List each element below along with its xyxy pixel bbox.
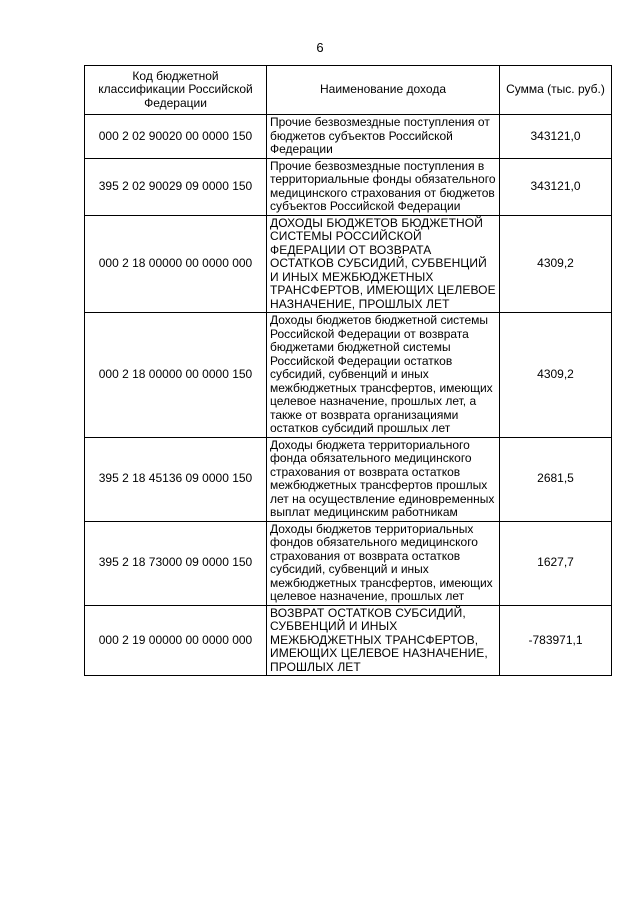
row-name: Прочие безвозмездные поступления в территориальные фонды обязательного медицинского страхования от бюджетов субъектов Российской Федерации (267, 158, 500, 215)
row-code: 000 2 18 00000 00 0000 000 (85, 215, 267, 313)
row-name: ДОХОДЫ БЮДЖЕТОВ БЮДЖЕТНОЙ СИСТЕМЫ РОССИЙСКОЙ ФЕДЕРАЦИИ ОТ ВОЗВРАТА ОСТАТКОВ СУБСИДИЙ, СУБВЕНЦИЙ И ИНЫХ МЕЖБЮДЖЕТНЫХ ТРАНСФЕРТОВ, ИМЕЮЩИХ ЦЕЛЕВОЕ НАЗНАЧЕНИЕ, ПРОШЛЫХ ЛЕТ (267, 215, 500, 313)
income-table (84, 65, 612, 676)
row-sum: 343121,0 (500, 115, 612, 159)
row-code: 395 2 02 90029 09 0000 150 (85, 158, 267, 215)
row-code: 000 2 19 00000 00 0000 000 (85, 605, 267, 676)
table-row (85, 521, 612, 605)
row-sum: 4309,2 (500, 215, 612, 313)
table-row (85, 313, 612, 438)
row-code: 000 2 18 00000 00 0000 150 (85, 313, 267, 438)
row-code: 395 2 18 45136 09 0000 150 (85, 437, 267, 521)
header-name: Наименование дохода (267, 66, 500, 115)
table-row (85, 115, 612, 159)
row-sum: 2681,5 (500, 437, 612, 521)
row-name: ВОЗВРАТ ОСТАТКОВ СУБСИДИЙ, СУБВЕНЦИЙ И ИНЫХ МЕЖБЮДЖЕТНЫХ ТРАНСФЕРТОВ, ИМЕЮЩИХ ЦЕЛЕВОЕ НАЗНАЧЕНИЕ, ПРОШЛЫХ ЛЕТ (267, 605, 500, 676)
row-name: Прочие безвозмездные поступления от бюджетов субъектов Российской Федерации (267, 115, 500, 159)
row-code: 000 2 02 90020 00 0000 150 (85, 115, 267, 159)
table-row (85, 215, 612, 313)
row-sum: -783971,1 (500, 605, 612, 676)
row-code: 395 2 18 73000 09 0000 150 (85, 521, 267, 605)
row-name: Доходы бюджетов территориальных фондов обязательного медицинского страхования от возврата остатков субсидий, субвенций и иных межбюджетных трансфертов, имеющих целевое назначение, прошлых лет (267, 521, 500, 605)
row-sum: 343121,0 (500, 158, 612, 215)
row-name: Доходы бюджетов бюджетной системы Российской Федерации от возврата бюджетами бюджетной системы Российской Федерации остатков субсидий, субвенций и иных межбюджетных трансфертов, имеющих целевое назначение, прошлых лет, а также от возврата организациями остатков субсидий прошлых лет (267, 313, 500, 438)
table-header-row (85, 66, 612, 115)
row-sum: 4309,2 (500, 313, 612, 438)
row-name: Доходы бюджета территориального фонда обязательного медицинского страхования от возврата остатков межбюджетных трансфертов прошлых лет на осуществление единовременных выплат медицинским работникам (267, 437, 500, 521)
row-sum: 1627,7 (500, 521, 612, 605)
table-row (85, 605, 612, 676)
table-row (85, 437, 612, 521)
header-sum: Сумма (тыс. руб.) (500, 66, 612, 115)
table-row (85, 158, 612, 215)
header-code: Код бюджетной классификации Российской Федерации (85, 66, 267, 115)
page-number: 6 (316, 40, 324, 55)
